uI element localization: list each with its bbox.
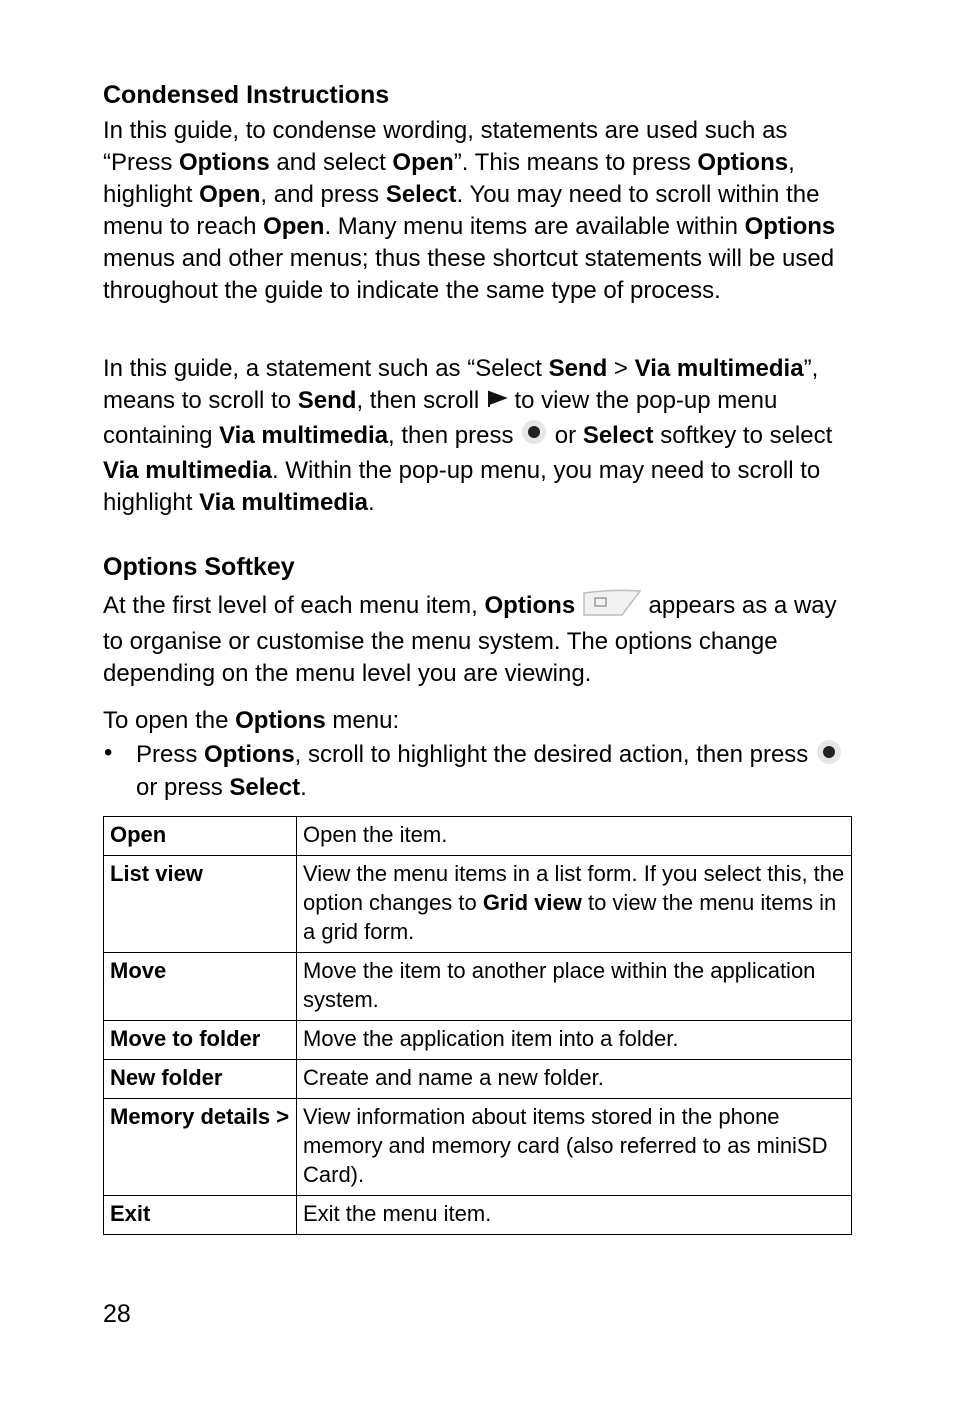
option-description-cell: Move the item to another place within the application system. — [297, 952, 852, 1020]
bold-term: Grid view — [482, 889, 582, 915]
option-description-cell: Exit the menu item. — [297, 1195, 852, 1234]
options-softkey-icon — [582, 587, 642, 626]
bullet-text: Press Options, scroll to highlight the desired action, then press or press Select. — [136, 741, 843, 801]
bold-term: Options — [204, 740, 295, 768]
option-name-cell — [104, 855, 297, 952]
option-name-cell — [104, 1020, 297, 1059]
bold-term: Open — [199, 181, 261, 208]
bold-term: List view — [110, 860, 203, 886]
bold-term: Options — [484, 591, 576, 619]
bold-term: Move — [110, 957, 167, 983]
bullet-item — [103, 738, 851, 802]
table-row — [104, 1195, 852, 1234]
table-row — [104, 1020, 852, 1059]
option-name-cell — [104, 1195, 297, 1234]
option-description-cell: Open the item. — [297, 816, 852, 855]
bold-term: Send — [297, 387, 357, 414]
bold-term: Open — [392, 149, 454, 176]
page-number: 28 — [103, 1300, 131, 1328]
bold-term: Open — [110, 821, 167, 847]
bold-term: Via multimedia — [219, 421, 389, 449]
table-row — [104, 1098, 852, 1195]
bold-term: Send — [548, 355, 608, 382]
option-description-cell: View information about items stored in the phone memory and memory card (also referred to as miniSD Card). — [297, 1098, 852, 1195]
condensed-instructions-paragraph: In this guide, to condense wording, statements are used such as “Press Options and select Open”. This means to press Options, highlight Open, and press Select. You may need to scroll within the menu to reach Open. Many menu items are available within Options menus and other menus; thus these shortcut statements will be used throughout the guide to indicate the same type of process. — [103, 117, 836, 304]
bold-term: Via multimedia — [199, 488, 369, 516]
option-description-cell: Move the application item into a folder. — [297, 1020, 852, 1059]
options-table — [103, 816, 852, 1235]
scroll-right-icon — [486, 386, 508, 418]
bullet-marker: • — [104, 738, 113, 766]
bold-term: Exit — [110, 1200, 151, 1226]
options-softkey-heading: Options Softkey — [103, 552, 295, 581]
bold-term: Select — [582, 421, 654, 449]
bold-term: Select — [385, 181, 457, 208]
option-name-cell — [104, 1059, 297, 1098]
bold-term: Open — [263, 213, 325, 240]
bold-term: Options — [235, 706, 326, 734]
option-description-cell: View the menu items in a list form. If you select this, the option changes to Grid view to view the menu items in a grid form. — [297, 855, 852, 952]
options-softkey-paragraph: At the first level of each menu item, Options appears as a way to organise or customise the menu system. The options change depending on the menu level you are viewing. — [103, 587, 851, 690]
bold-term: Options — [744, 213, 836, 240]
page-content — [103, 78, 851, 1235]
option-description-cell: Create and name a new folder. — [297, 1059, 852, 1098]
table-row — [104, 855, 852, 952]
option-name-cell — [104, 816, 297, 855]
bold-term: Move to folder — [110, 1025, 261, 1051]
bold-term: Options — [697, 149, 789, 176]
table-row — [104, 952, 852, 1020]
table-row — [104, 1059, 852, 1098]
option-name-cell — [104, 952, 297, 1020]
bold-term: Options — [179, 149, 270, 176]
bold-term: Via multimedia — [103, 456, 272, 484]
table-row — [104, 816, 852, 855]
select-send-paragraph: In this guide, a statement such as “Select Send > Via multimedia”, means to scroll to Send, then scroll to view the pop-up menu containing Via multimedia, then press or Select softkey to select Via multimedia. Within the pop-up menu, you may need to scroll to highlight Via multimedia. — [103, 355, 833, 516]
bold-term: Via multimedia — [634, 355, 804, 382]
center-key-icon — [520, 418, 548, 455]
bold-term: Select — [229, 773, 301, 801]
option-name-cell: Memory details > — [104, 1098, 297, 1195]
condensed-instructions-heading: Condensed Instructions — [103, 81, 390, 109]
open-options-paragraph: To open the Options menu: — [103, 706, 400, 734]
bold-term: Memory details — [110, 1103, 271, 1129]
bold-term: New folder — [110, 1064, 223, 1090]
center-key-icon — [815, 738, 843, 773]
